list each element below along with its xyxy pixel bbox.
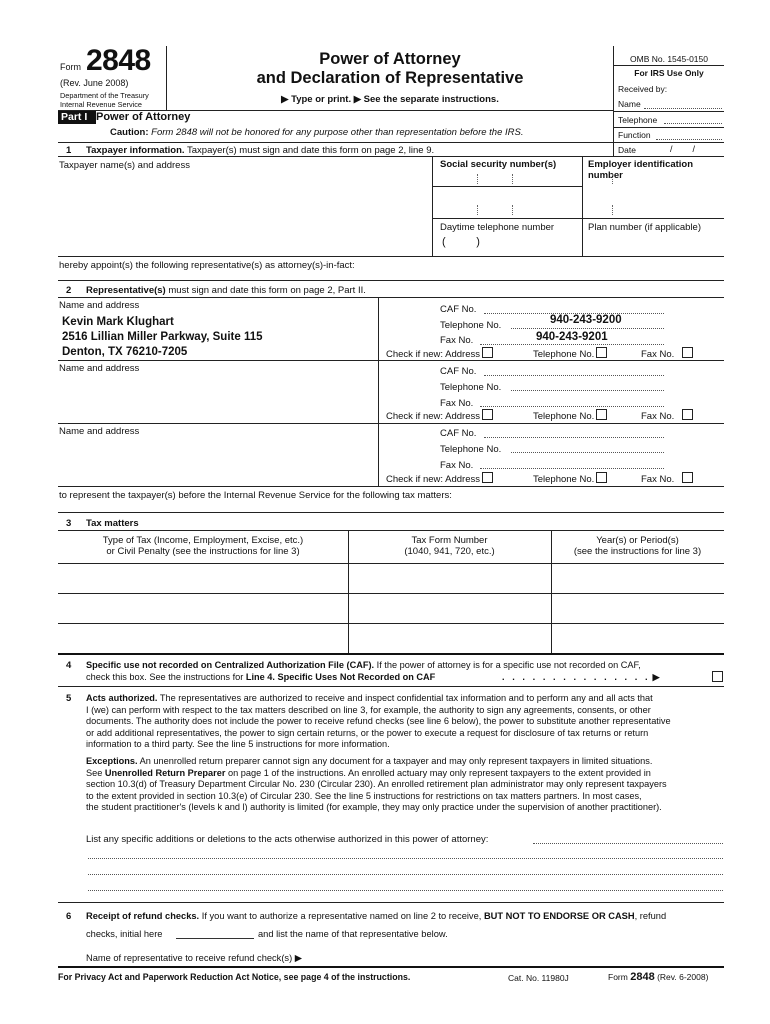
line1-number: 1 <box>66 145 72 156</box>
rep3-name-label: Name and address <box>59 426 140 437</box>
rep2-check-fax: Fax No. <box>641 409 693 422</box>
line3-label: Tax matters <box>86 518 139 529</box>
footer-form: Form 2848 (Rev. 6-2008) <box>608 971 709 983</box>
rep1-tel-label: Telephone No. <box>440 320 502 331</box>
rep1-fax-label: Fax No. <box>440 335 474 346</box>
line5-exceptions: Exceptions. An unenrolled return preparer cannot sign any document for a taxpayer and may only represent taxpayers in limited situations. See Unenrolled Return Preparer on page 1 of the instructions. An enrolled actuary may only represent taxpayers to the extent provided in section 10.3(d) of Treasury Department Circular No. 230 (Circular 230). An enrolled retirement plan administrator may only represent taxpayers to the extent provided in section 10.3(e) of Circular 230. See the line 5 instructions for restrictions on tax matters partners. In most cases, the student practitioner's (levels k and l) authority is limited (for example, they may only practice under the supervision of another practitioner). <box>86 756 667 812</box>
rep3-check-tel: Telephone No. <box>533 472 607 485</box>
rep3-fax-label: Fax No. <box>440 460 474 471</box>
rep3-tel-field[interactable] <box>511 452 664 453</box>
line1-label: Taxpayer information. <box>86 145 185 156</box>
line2-number: 2 <box>66 285 72 296</box>
rep1-telephone[interactable]: 940-243-9200 <box>550 314 622 326</box>
form-title-line2: and Declaration of Representative <box>256 69 524 87</box>
rep1-address2[interactable]: Denton, TX 76210-7205 <box>62 346 188 358</box>
cat-number: Cat. No. 11980J <box>508 973 569 983</box>
ein-label: Employer identification number <box>588 159 694 181</box>
omb-number: OMB No. 1545-0150 <box>630 54 708 64</box>
rep3-fax-field[interactable] <box>480 468 664 469</box>
rep1-name[interactable]: Kevin Mark Klughart <box>62 316 174 328</box>
line1-heading <box>86 145 434 156</box>
rep1-fax[interactable]: 940-243-9201 <box>536 331 608 343</box>
line6-text2b: and list the name of that representative below. <box>258 929 448 939</box>
line2-label: Representative(s) <box>86 285 166 296</box>
represent-text: to represent the taxpayer(s) before the Internal Revenue Service for the following tax matters: <box>59 490 452 501</box>
rep3-caf-field[interactable] <box>484 437 664 438</box>
irs-use-only: For IRS Use Only <box>634 68 704 78</box>
line4-number: 4 <box>66 660 72 671</box>
line6-text1: Receipt of refund checks. If you want to authorize a representative named on line 2 to receive, BUT NOT TO ENDORSE OR CASH, refund <box>86 911 667 921</box>
line6-text2a: checks, initial here <box>86 929 163 939</box>
rep1-check-new: Check if new: Address <box>386 347 493 360</box>
rep2-address-checkbox[interactable] <box>482 409 493 420</box>
line3-number: 3 <box>66 518 72 529</box>
rep1-address-checkbox[interactable] <box>482 347 493 358</box>
line2-text: must sign and date this form on page 2, Part II. <box>168 285 366 296</box>
line4-leader: . . . . . . . . . . . . . . . ▶ <box>502 672 660 682</box>
rep3-fax-checkbox[interactable] <box>682 472 693 483</box>
line5-list-field-2[interactable] <box>88 858 723 859</box>
form-number: 2848 <box>86 44 151 77</box>
rep2-check-new: Check if new: Address <box>386 409 493 422</box>
daytime-phone-parens: ( ) <box>442 236 480 248</box>
rep1-name-label: Name and address <box>59 300 140 311</box>
irs-date-slashes: / / <box>670 144 696 154</box>
rep2-check-tel: Telephone No. <box>533 409 607 422</box>
rep3-tel-checkbox[interactable] <box>596 472 607 483</box>
department-label: Department of the Treasury <box>60 91 149 100</box>
col-type-of-tax-2: or Civil Penalty (see the instructions for line 3) <box>106 546 300 557</box>
line6-number: 6 <box>66 911 72 922</box>
rep1-caf-label: CAF No. <box>440 304 477 315</box>
col-year-period-1: Year(s) or Period(s) <box>596 535 679 546</box>
irs-function-label: Function <box>618 130 651 140</box>
line6-text3: Name of representative to receive refund check(s) ▶ <box>86 953 302 963</box>
rep3-check-new: Check if new: Address <box>386 472 493 485</box>
line5-list-text: List any specific additions or deletions to the acts otherwise authorized in this power of attorney: <box>86 834 489 845</box>
line6-initial-field[interactable] <box>176 938 254 939</box>
line4-text2: check this box. See the instructions for Line 4. Specific Uses Not Recorded on CAF <box>86 672 436 682</box>
rep1-check-tel: Telephone No. <box>533 347 607 360</box>
form-title-line1: Power of Attorney <box>319 50 461 68</box>
rep2-caf-label: CAF No. <box>440 366 477 377</box>
col-form-number-1: Tax Form Number <box>411 535 488 546</box>
received-by-label: Received by: <box>618 84 668 94</box>
part1-title: Power of Attorney <box>96 111 191 123</box>
caution-text <box>110 127 523 138</box>
col-type-of-tax-1: Type of Tax (Income, Employment, Excise, etc.) <box>102 535 304 546</box>
line5-list-field-4[interactable] <box>88 890 723 891</box>
rep2-tel-label: Telephone No. <box>440 382 502 393</box>
caution-label: Caution: <box>110 127 149 138</box>
rep2-fax-field[interactable] <box>480 406 664 407</box>
rep3-check-fax: Fax No. <box>641 472 693 485</box>
privacy-notice: For Privacy Act and Paperwork Reduction Act Notice, see page 4 of the instructions. <box>58 972 411 982</box>
part1-badge: Part I <box>58 111 96 124</box>
rep2-fax-label: Fax No. <box>440 398 474 409</box>
col-form-number-2: (1040, 941, 720, etc.) <box>404 546 495 557</box>
rep3-address-checkbox[interactable] <box>482 472 493 483</box>
caution-body: Form 2848 will not be honored for any purpose other than representation before the IRS. <box>151 127 524 138</box>
rep2-tel-checkbox[interactable] <box>596 409 607 420</box>
rep3-caf-label: CAF No. <box>440 428 477 439</box>
line5-acts-authorized: Acts authorized. The representatives are authorized to receive and inspect confidential tax information and to perform any and all acts that I (we) can perform with respect to the tax matters described on line 3, for example, the authority to sign any agreements, consents, or other documents. The authority does not include the power to receive refund checks (see line 6 below), the power to substitute another representative or add additional representatives, the power to sign certain returns, or the power to execute a request for disclosure of tax returns or return information to a third party. See the line 5 instructions for more information. <box>86 693 671 749</box>
line5-list-field-3[interactable] <box>88 874 723 875</box>
irs-telephone-label: Telephone <box>618 115 658 125</box>
daytime-phone-label: Daytime telephone number <box>440 222 555 233</box>
plan-number-label: Plan number (if applicable) <box>588 222 702 233</box>
rep1-check-fax: Fax No. <box>641 347 693 360</box>
col-year-period-2: (see the instructions for line 3) <box>573 546 702 557</box>
irs-date-label: Date <box>618 145 636 155</box>
footer-form-number: 2848 <box>630 971 655 983</box>
line4-text1: Specific use not recorded on Centralized Authorization File (CAF). If the power of attorney is for a specific use not recorded on CAF, <box>86 660 641 670</box>
line4-checkbox[interactable] <box>712 671 723 682</box>
rep3-tel-label: Telephone No. <box>440 444 502 455</box>
line2-heading <box>86 285 366 296</box>
service-label: Internal Revenue Service <box>60 100 142 109</box>
form-word: Form <box>60 62 81 72</box>
taxpayer-name-address-label: Taxpayer name(s) and address <box>59 160 190 171</box>
irs-name-label: Name <box>618 99 641 109</box>
ssn-label: Social security number(s) <box>440 159 557 170</box>
revision-date: (Rev. June 2008) <box>60 78 129 88</box>
rep2-fax-checkbox[interactable] <box>682 409 693 420</box>
appoint-text: hereby appoint(s) the following representative(s) as attorney(s)-in-fact: <box>59 260 355 271</box>
rep1-tel-checkbox[interactable] <box>596 347 607 358</box>
line5-list-field-1[interactable] <box>533 843 723 844</box>
rep2-tel-field[interactable] <box>511 390 664 391</box>
rep1-fax-checkbox[interactable] <box>682 347 693 358</box>
rep2-name-label: Name and address <box>59 363 140 374</box>
line5-number: 5 <box>66 693 72 704</box>
line1-text: Taxpayer(s) must sign and date this form on page 2, line 9. <box>187 145 435 156</box>
rep1-address1[interactable]: 2516 Lillian Miller Parkway, Suite 115 <box>62 331 263 343</box>
rep2-caf-field[interactable] <box>484 375 664 376</box>
type-print-instruction: ▶ Type or print. ▶ See the separate instructions. <box>281 94 499 105</box>
